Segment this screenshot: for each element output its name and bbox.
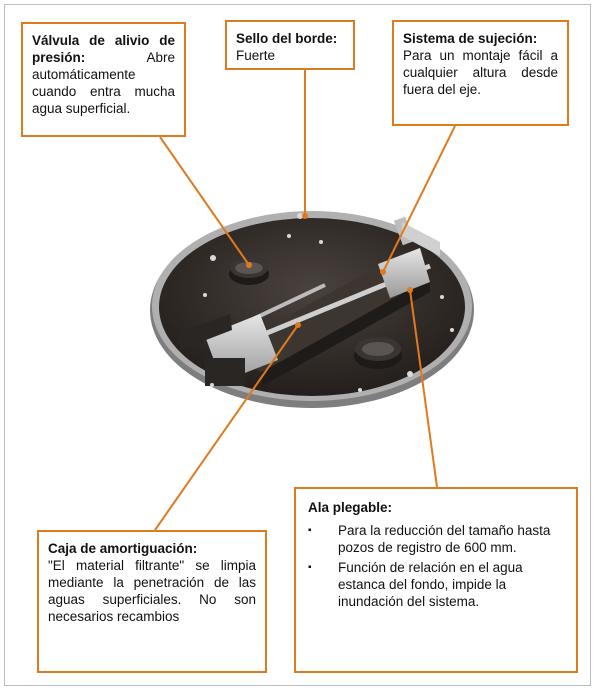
callout-pressure-valve [21, 22, 186, 137]
callout-text: Para un montaje fácil a cualquier altura desde fuera del eje. [403, 48, 558, 97]
callout-text: Abre automáticamente cuando entra mucha agua superficial. [32, 50, 175, 116]
callout-title: Sello del borde: [236, 31, 338, 46]
callout-title: Sistema de sujeción: [403, 31, 538, 46]
callout-edge-seal [225, 20, 355, 70]
callout-title: Caja de amortiguación: [48, 541, 198, 556]
bullet-text: Para la reducción del tamaño hasta pozos de registro de 600 mm. [338, 523, 551, 555]
callout-text: "El material filtrante" se limpia mediante la penetración de las aguas superficiales. No son necesarios recambios [48, 558, 256, 624]
callout-fastening-system [392, 20, 569, 126]
callout-title: Ala plegable: [308, 500, 393, 515]
bullet-list [308, 522, 564, 610]
list-item [308, 559, 564, 610]
valve-right [354, 337, 402, 369]
bullet-icon: ▪ [308, 562, 312, 573]
bullet-text: Función de relación en el agua estanca del fondo, impide la inundación del sistema. [338, 560, 523, 609]
callout-text: Fuerte [236, 48, 276, 63]
callout-title: Válvula de alivio de presión: [32, 33, 175, 65]
list-item [308, 522, 564, 556]
callout-folding-wing [294, 487, 578, 673]
bullet-icon: ▪ [308, 525, 312, 536]
callout-damping-box [37, 530, 267, 673]
